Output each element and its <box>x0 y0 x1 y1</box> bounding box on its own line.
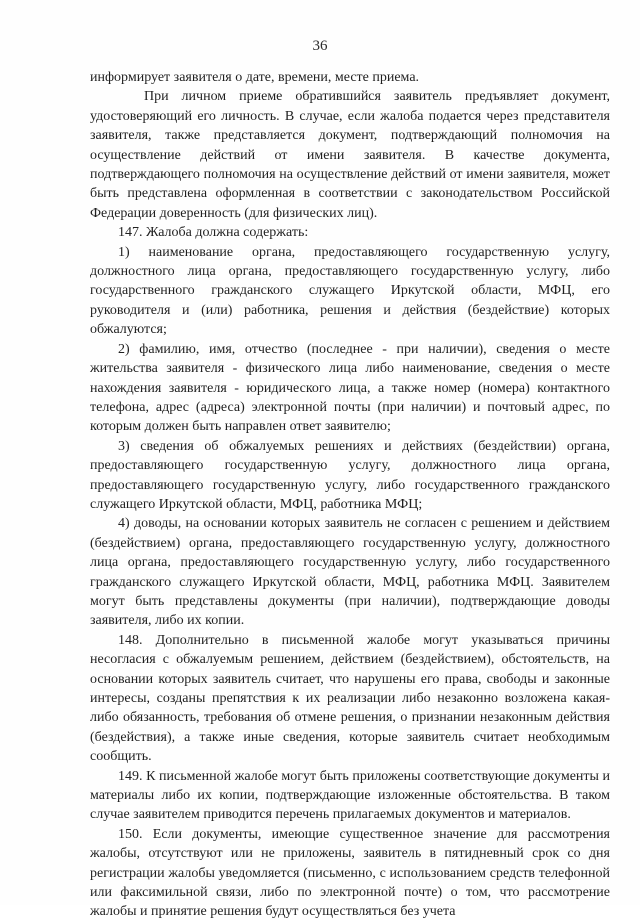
paragraph-continuation: информирует заявителя о дате, времени, месте приема. <box>90 70 420 85</box>
paragraph-150: 150. Если документы, имеющие существенное значение для рассмотрения жалобы, отсутствуют или не приложены, заявитель в пятидневный срок со дня регистрации жалобы уведомляется (письменно, с использованием средств телефонной или факсимильной связи, либо по электронной почте) о том, что рассмотрение жалобы и принятие решения будут осуществляться без учета <box>90 826 610 920</box>
page-number: 36 <box>312 38 328 54</box>
paragraph-149: 149. К письменной жалобе могут быть приложены соответствующие документы и материалы либо их копии, подтверждающие изложенные обстоятельства. В таком случае заявителем приводится перечень прилагаемых документов и материалов. <box>90 768 610 823</box>
paragraph-148: 148. Дополнительно в письменной жалобе могут указываться причины несогласия с обжалуемым решением, действием (бездействием), обстоятельств, на основании которых заявитель считает, что нарушены его права, свободы и законные интересы, созданы препятствия к их реализации либо незаконно возложена какая-либо обязанность, требования об отмене решения, о признании незаконным действия (бездействия), а также иные сведения, которые заявитель считает необходимым сообщить. <box>90 632 610 765</box>
paragraph-personal-reception: При личном приеме обратившийся заявитель предъявляет документ, удостоверяющий его личность. В случае, если жалоба подается через представителя заявителя, также представляется документ, подтверждающий полномочия на осуществление действий от имени заявителя. В качестве документа, подтверждающего полномочия на осуществление действий от имени заявителя, может быть представлена оформленная в соответствии с законодательством Российской Федерации доверенность (для физических лиц). <box>90 89 610 221</box>
list-item-2: 2) фамилию, имя, отчество (последнее - при наличии), сведения о месте жительства заявителя - физического лица либо наименование, сведения о месте нахождения заявителя - юридического лица, а также номер (номера) контактного телефона, адрес (адреса) электронной почты (при наличии) и почтовый адрес, по которым должен быть направлен ответ заявителю; <box>90 341 610 435</box>
document-body <box>90 68 610 922</box>
list-item-1: 1) наименование органа, предоставляющего государственную услугу, должностного лица органа, предоставляющего государственную услугу, либо государственного гражданского служащего Иркутской области, МФЦ, его руководителя и (или) работника, решения и действия (бездействие) которых обжалуются; <box>90 244 610 338</box>
list-item-3: 3) сведения об обжалуемых решениях и действиях (бездействии) органа, предоставляющего государственную услугу, должностного лица органа, предоставляющего государственную услугу, либо государственного гражданского служащего Иркутской области, МФЦ, работника МФЦ; <box>90 438 610 512</box>
list-item-4: 4) доводы, на основании которых заявитель не согласен с решением и действием (бездействием) органа, предоставляющего государственную услугу, должностного лица органа, предоставляющего государственную услугу, либо государственного гражданского служащего Иркутской области, МФЦ, работника МФЦ. Заявителем могут быть представлены документы (при наличии), подтверждающие доводы заявителя, либо их копии. <box>90 516 610 629</box>
paragraph-147: 147. Жалоба должна содержать: <box>118 225 309 241</box>
